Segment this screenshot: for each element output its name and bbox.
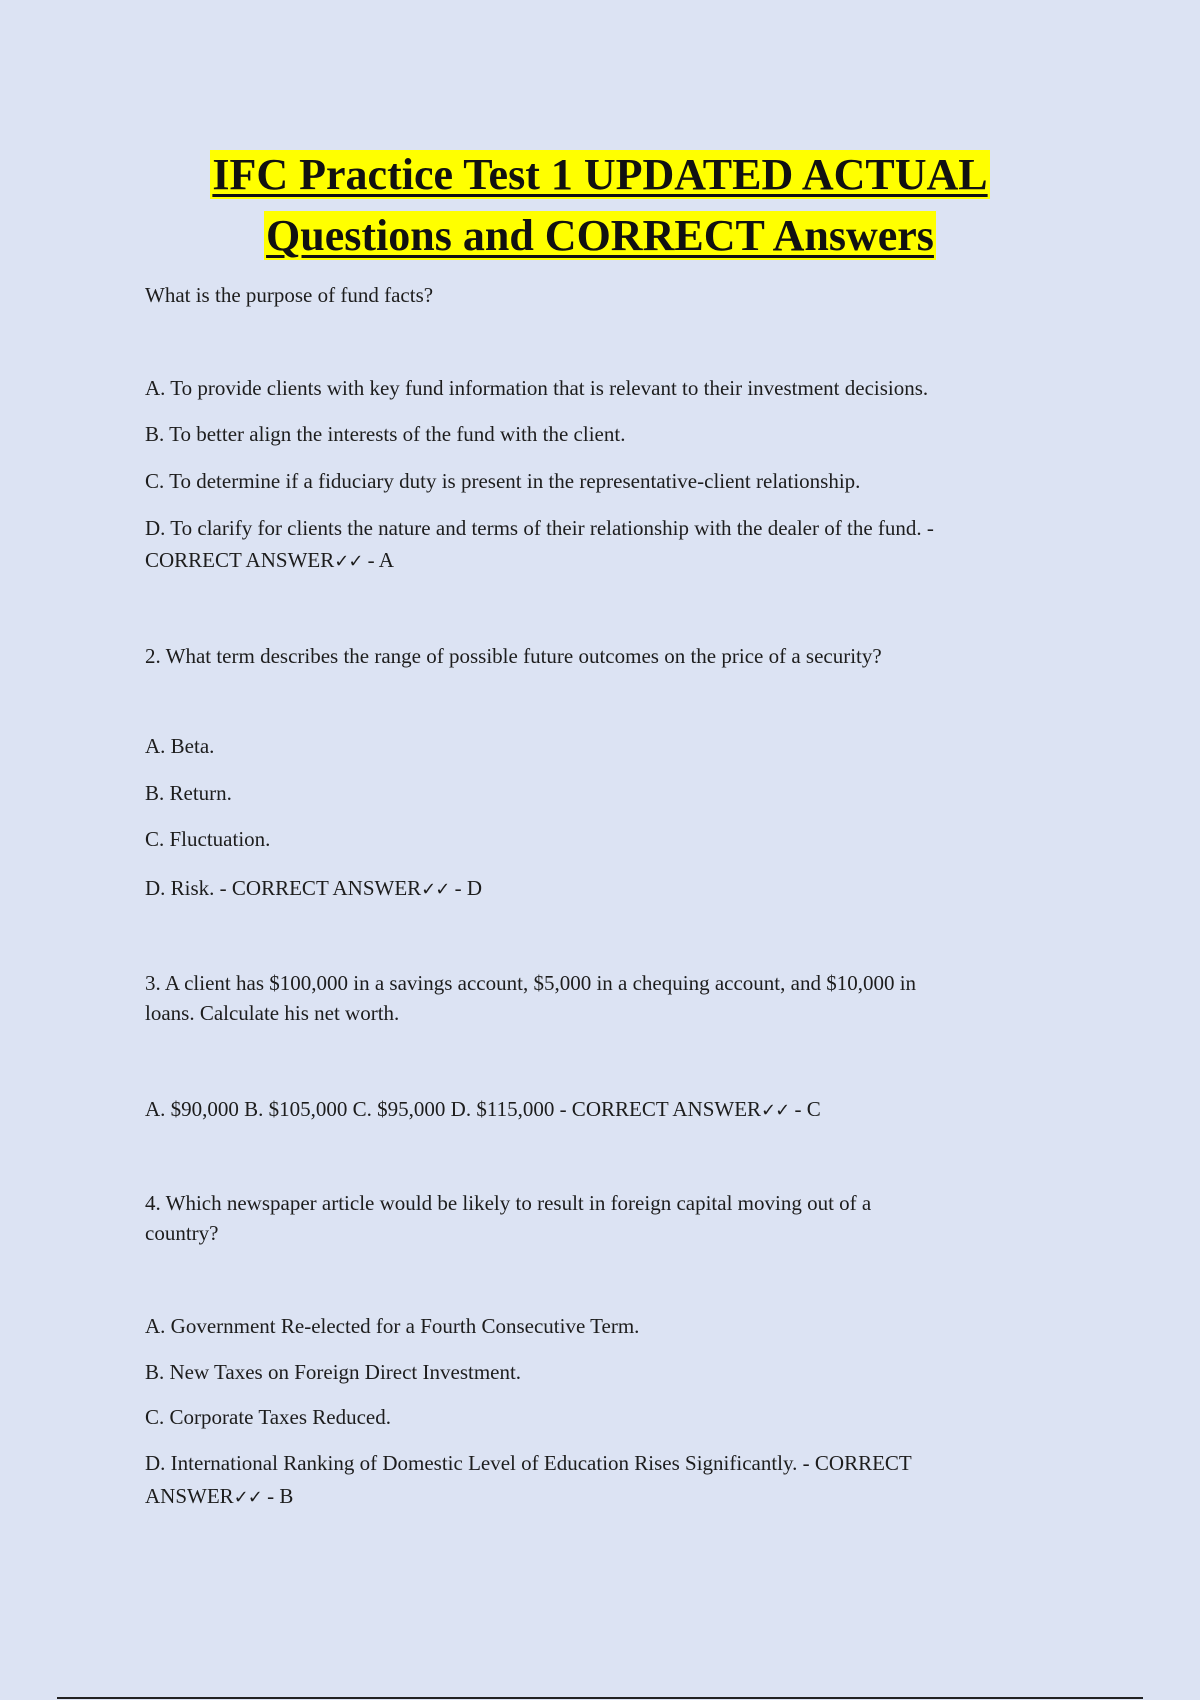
answer-letter: - C (794, 1097, 821, 1121)
question-2-option-c: C. Fluctuation. (145, 827, 271, 851)
question-1-option-c: C. To determine if a fiduciary duty is present in the representative-client relationship. (145, 469, 861, 493)
question-3-text-line-1: 3. A client has $100,000 in a savings account, $5,000 in a chequing account, and $10,000 in (145, 971, 917, 995)
double-check-icon: ✓✓ (334, 551, 363, 572)
question-2-option-d (145, 873, 1065, 905)
answer-label: ANSWER (145, 1484, 234, 1508)
double-check-icon: ✓✓ (233, 1487, 262, 1508)
question-4-option-d: D. International Ranking of Domestic Level of Education Rises Significantly. - CORRECT (145, 1451, 912, 1475)
question-1-answer (145, 545, 1065, 577)
question-4-text-line-2: country? (145, 1221, 219, 1245)
question-3-text-line-2: loans. Calculate his net worth. (145, 1001, 400, 1025)
question-4-option-a: A. Government Re-elected for a Fourth Consecutive Term. (145, 1314, 640, 1338)
answer-letter: - A (367, 548, 394, 572)
answer-letter: - D (454, 876, 482, 900)
title-line-2: Questions and CORRECT Answers (266, 211, 934, 260)
question-1-option-a: A. To provide clients with key fund information that is relevant to their investment decisions. (145, 376, 929, 400)
answer-label: CORRECT ANSWER (145, 548, 335, 572)
double-check-icon: ✓✓ (761, 1100, 790, 1121)
question-4-text-line-1: 4. Which newspaper article would be likely to result in foreign capital moving out of a (145, 1191, 872, 1215)
answer-label: D. Risk. - CORRECT ANSWER (145, 876, 422, 900)
question-1-option-b: B. To better align the interests of the fund with the client. (145, 422, 626, 446)
question-4-option-b: B. New Taxes on Foreign Direct Investment. (145, 1360, 522, 1384)
question-1-text: What is the purpose of fund facts? (145, 283, 434, 307)
question-4-option-c: C. Corporate Taxes Reduced. (145, 1405, 391, 1429)
double-check-icon: ✓✓ (421, 879, 450, 900)
question-2-text: 2. What term describes the range of possible future outcomes on the price of a security? (145, 644, 882, 668)
document-title (0, 144, 1200, 266)
bottom-divider (57, 1697, 1143, 1699)
question-3-options (145, 1094, 1065, 1126)
question-2-option-a: A. Beta. (145, 734, 215, 758)
question-1-option-d: D. To clarify for clients the nature and terms of their relationship with the dealer of the fund. - (145, 516, 934, 540)
answer-label: A. $90,000 B. $105,000 C. $95,000 D. $115,000 - CORRECT ANSWER (145, 1097, 762, 1121)
title-line-1: IFC Practice Test 1 UPDATED ACTUAL (212, 150, 988, 199)
answer-letter: - B (267, 1484, 294, 1508)
question-4-answer (145, 1481, 1065, 1513)
question-2-option-b: B. Return. (145, 781, 232, 805)
